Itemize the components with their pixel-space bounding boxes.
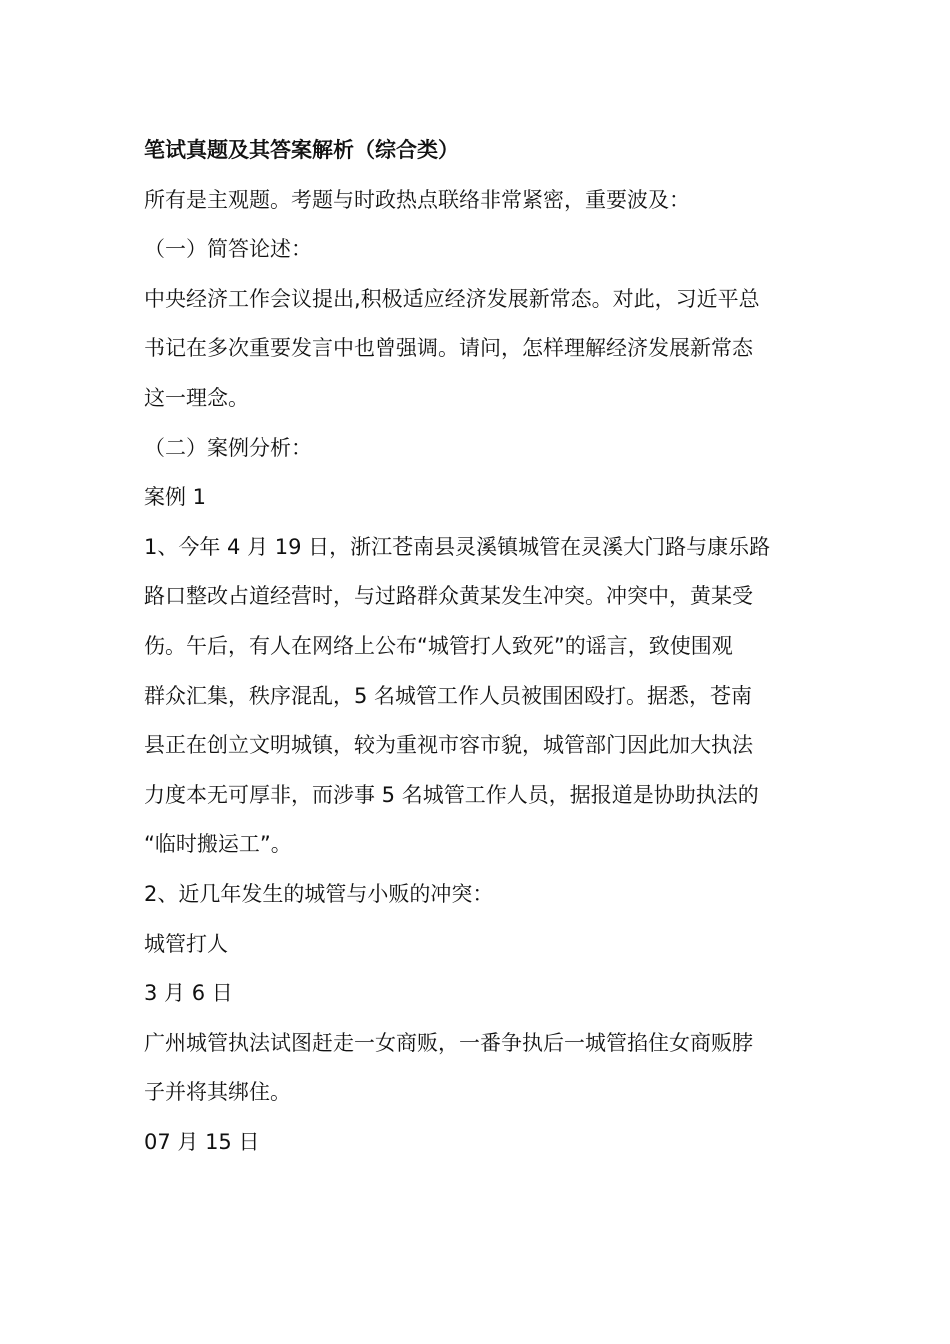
event-paragraph-line: 子并将其绑住。 — [144, 1080, 291, 1105]
case-label: 案例 1 — [144, 485, 207, 510]
intro-line: 所有是主观题。考题与时政热点联络非常紧密，重要波及： — [144, 187, 690, 212]
case-paragraph-line: 路口整改占道经营时，与过路群众黄某发生冲突。冲突中，黄某受 — [144, 584, 753, 609]
date-line: 3 月 6 日 — [144, 981, 233, 1006]
date-line: 07 月 15 日 — [144, 1129, 260, 1154]
sub-heading: 城管打人 — [144, 931, 228, 956]
case-paragraph-line: 1、今年 4 月 19 日，浙江苍南县灵溪镇城管在灵溪大门路与康乐路 — [144, 534, 771, 559]
question-line: 这一理念。 — [144, 385, 249, 410]
case-item-heading: 2、近几年发生的城管与小贩的冲突： — [144, 881, 494, 906]
case-paragraph-line: 伤。午后，有人在网络上公布“城管打人致死”的谣言，致使围观 — [144, 633, 733, 658]
question-line: 中央经济工作会议提出,积极适应经济发展新常态。对此，习近平总 — [144, 286, 760, 311]
case-paragraph-line: 县正在创立文明城镇，较为重视市容市貌，城管部门因此加大执法 — [144, 733, 753, 758]
document-title: 笔试真题及其答案解析（综合类） — [144, 138, 459, 162]
question-line: 书记在多次重要发言中也曾强调。请问，怎样理解经济发展新常态 — [144, 336, 753, 361]
event-paragraph-line: 广州城管执法试图赶走一女商贩，一番争执后一城管掐住女商贩脖 — [144, 1030, 753, 1055]
case-paragraph-line: 群众汇集，秩序混乱，5 名城管工作人员被围困殴打。据悉，苍南 — [144, 683, 753, 708]
document-body — [144, 126, 806, 1167]
case-paragraph-line: 力度本无可厚非，而涉事 5 名城管工作人员，据报道是协助执法的 — [144, 782, 759, 807]
section-heading-case-analysis: （二）案例分析： — [144, 435, 312, 460]
case-paragraph-line: “临时搬运工”。 — [144, 832, 292, 857]
section-heading-short-answer: （一）简答论述： — [144, 237, 312, 262]
